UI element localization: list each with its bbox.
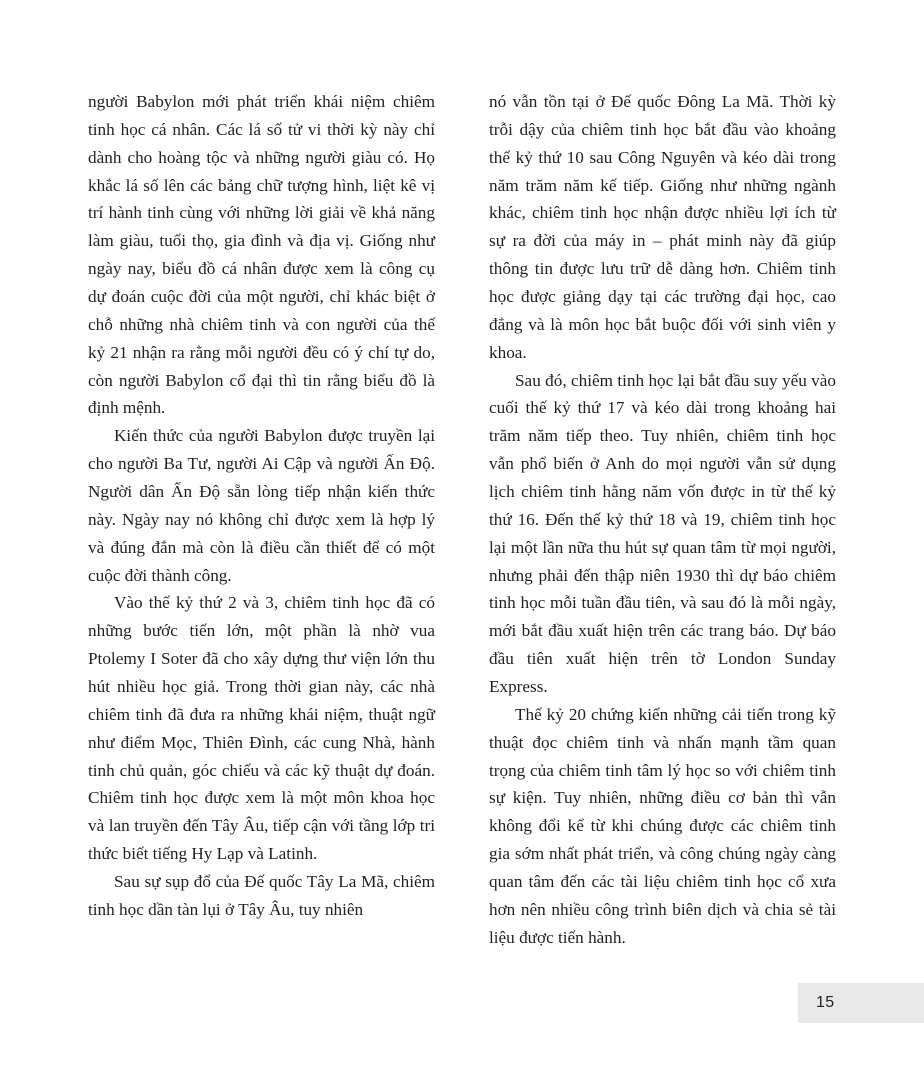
paragraph: người Babylon mới phát triển khái niệm chiêm tinh học cá nhân. Các lá số tử vi thời kỳ này chỉ dành cho hoàng tộc và những người giàu có. Họ khắc lá số lên các bảng chữ tượng hình, liệt kê vị trí hành tinh cùng với những lời giải về khả năng làm giàu, tuổi thọ, gia đình và địa vị. Giống như ngày nay, biểu đồ cá nhân được xem là công cụ dự đoán cuộc đời của một người, chỉ khác biệt ở chỗ những nhà chiêm tinh và con người của thế kỷ 21 nhận ra rằng mỗi người đều có ý chí tự do, còn người Babylon cổ đại thì tin rằng biểu đồ là định mệnh. [88,92,435,418]
paragraph: Vào thế kỷ thứ 2 và 3, chiêm tinh học đã có những bước tiến lớn, một phần là nhờ vua Ptolemy I Soter đã cho xây dựng thư viện lớn thu hút nhiều học giả. Trong thời gian này, các nhà chiêm tinh đã đưa ra những khái niệm, thuật ngữ như điểm Mọc, Thiên Đình, các cung Nhà, hành tinh chủ quản, góc chiếu và các kỹ thuật dự đoán. Chiêm tinh học được xem là một môn khoa học và lan truyền đến Tây Âu, tiếp cận với tầng lớp tri thức biết tiếng Hy Lạp và Latinh. [88,593,435,864]
left-column [88,88,435,952]
paragraph: Kiến thức của người Babylon được truyền lại cho người Ba Tư, người Ai Cập và người Ấn Độ. Người dân Ấn Độ sẵn lòng tiếp nhận kiến thức này. Ngày nay nó không chỉ được xem là hợp lý và đúng đắn mà còn là điều cần thiết để có một cuộc đời thành công. [88,426,435,585]
text-columns [88,88,836,952]
paragraph: Sau đó, chiêm tinh học lại bắt đầu suy yếu vào cuối thế kỷ thứ 17 và kéo dài trong khoảng hai trăm năm tiếp theo. Tuy nhiên, chiêm tinh học vẫn phổ biến ở Anh do mọi người vẫn sử dụng lịch chiêm tinh hằng năm vốn được in từ thế kỷ thứ 16. Đến thế kỷ thứ 18 và 19, chiêm tinh học lại một lần nữa thu hút sự quan tâm từ mọi người, nhưng phải đến thập niên 1930 thì dự báo chiêm tinh học mỗi tuần đầu tiên, và sau đó là mỗi ngày, mới bắt đầu xuất hiện trên các trang báo. Dự báo đầu tiên xuất hiện trên tờ London Sunday Express. [489,370,836,697]
page-number-box [798,983,924,1023]
paragraph: Sau sự sụp đổ của Đế quốc Tây La Mã, chiêm tinh học dần tàn lụi ở Tây Âu, tuy nhiên [88,872,435,919]
right-column [489,88,836,952]
paragraph: nó vẫn tồn tại ở Đế quốc Đông La Mã. Thời kỳ trỗi dậy của chiêm tinh học bắt đầu vào khoảng thế kỷ thứ 10 sau Công Nguyên và kéo dài trong năm trăm năm kế tiếp. Giống như những ngành khác, chiêm tinh học nhận được nhiều lợi ích từ sự ra đời của máy in – phát minh này đã giúp thông tin được lưu trữ dễ dàng hơn. Chiêm tinh học được giảng dạy tại các trường đại học, cao đẳng và là môn học bắt buộc đối với sinh viên y khoa. [489,92,836,362]
page-number: 15 [816,994,835,1011]
paragraph: Thế kỷ 20 chứng kiến những cải tiến trong kỹ thuật đọc chiêm tinh và nhấn mạnh tầm quan trọng của chiêm tinh tâm lý học so với chiêm tinh sự kiện. Tuy nhiên, những điều cơ bản thì vẫn không đổi kể từ khi chúng được các chiêm tinh gia sớm nhất phát triển, và công chúng ngày càng quan tâm đến các tài liệu chiêm tinh học cổ xưa hơn nên nhiều công trình biên dịch và chia sẻ tài liệu được tiến hành. [489,704,836,947]
